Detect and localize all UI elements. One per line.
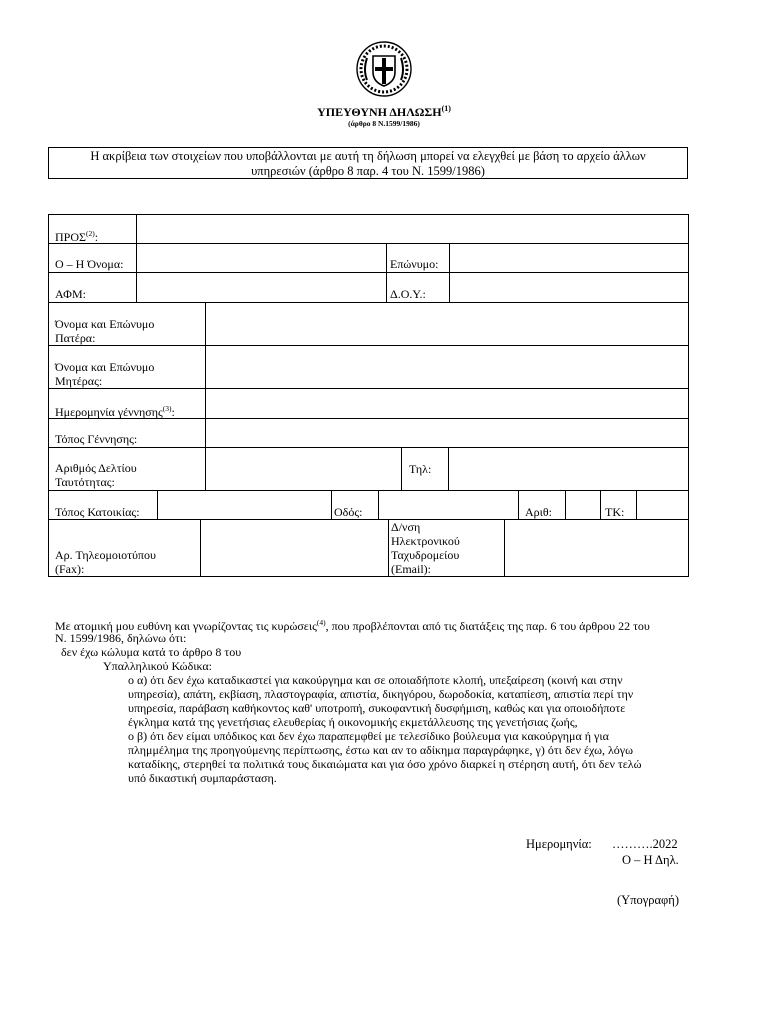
first-name-field[interactable] <box>139 246 383 268</box>
birth-date-field[interactable] <box>209 392 684 414</box>
declaration-line: Ν. 1599/1986, δηλώνω ότι: <box>55 631 187 645</box>
declaration-line: καταδίκης, στερηθεί τα πολιτικά τους δικαιώματα και για όσο χρόνο διαρκεί η στέρηση αυτή, ότι δεν τελώ <box>128 757 642 771</box>
greek-coat-of-arms-icon <box>355 40 413 98</box>
street-label: Οδός: <box>334 505 363 519</box>
birth-date-label: Ημερομηνία γέννησης$^{(3)}$: <box>55 404 175 419</box>
signature-label: (Υπογραφή) <box>617 893 679 907</box>
father-name-field[interactable] <box>209 311 684 333</box>
declaration-line: πλημμέλημα της προηγούμενης περίπτωσης, έστω και αν το αδίκημα παραγράφηκε, γ) ότι δεν έχω, λόγω <box>128 743 634 757</box>
date-label: Ημερομηνία: <box>526 837 592 851</box>
postal-code-label: ΤΚ: <box>605 505 625 519</box>
document-title: ΥΠΕΥΘΥΝΗ ΔΗΛΩΣΗ$^{(1)}$ <box>317 104 451 119</box>
last-name-field[interactable] <box>452 246 684 268</box>
notice-line-1: Η ακρίβεια των στοιχείων που υποβάλλονται με αυτή τη δήλωση μπορεί να ελεγχθεί με βάση το αρχείο άλλων <box>90 149 646 163</box>
residence-label: Τόπος Κατοικίας: <box>55 505 140 519</box>
declaration-line: υπηρεσία, παράβαση καθήκοντος καθ' υποτροπή, συκοφαντική δυσφήμιση, καθώς και για οποιοδήποτε <box>128 701 626 715</box>
mother-name-label: Όνομα και Επώνυμο Μητέρας: <box>55 360 155 388</box>
to-label: ΠΡΟΣ$^{(2)}$: <box>55 229 99 244</box>
date-value: ……….2022 <box>612 837 678 851</box>
id-card-field[interactable] <box>209 457 397 479</box>
email-label: Δ/νση Ηλεκτρονικού Ταχυδρομείου (Email): <box>391 520 460 576</box>
declaration-line: υπό δικαστική συμπαράσταση. <box>128 771 277 785</box>
fax-field[interactable] <box>203 535 385 557</box>
phone-field[interactable] <box>452 457 684 479</box>
declarant-label: Ο – Η Δηλ. <box>622 853 679 867</box>
declaration-line: δεν έχω κώλυμα κατά το άρθρο 8 του <box>61 645 242 659</box>
street-field[interactable] <box>381 494 515 516</box>
declaration-line: Με ατομική μου ευθύνη και γνωρίζοντας τις κυρώσεις$^{(4)}$, που προβλέπονται από τις διατάξεις της παρ. 6 του άρθρου 22 του <box>55 618 650 633</box>
street-number-label: Αριθ: <box>525 505 552 519</box>
accuracy-notice-box <box>48 147 688 179</box>
postal-code-field[interactable] <box>639 494 684 516</box>
document-subtitle: (άρθρο 8 Ν.1599/1986) <box>348 119 420 128</box>
mother-name-field[interactable] <box>209 355 684 377</box>
notice-line-2: υπηρεσιών (άρθρο 8 παρ. 4 του Ν. 1599/1986) <box>251 164 485 178</box>
street-number-field[interactable] <box>568 494 597 516</box>
declaration-form-table <box>48 214 689 577</box>
afm-field[interactable] <box>139 276 383 298</box>
declaration-line: ο α) ότι δεν έχω καταδικαστεί για κακούργημα και σε οποιαδήποτε κλοπή, υπεξαίρεση (κοινή και στην <box>128 673 623 687</box>
birth-place-label: Τόπος Γέννησης: <box>55 432 138 446</box>
declaration-line: ο β) ότι δεν είμαι υπόδικος και δεν έχω παραπεμφθεί με τελεσίδικο βούλευμα για κακούργημα ή για <box>128 729 609 743</box>
email-field[interactable] <box>507 535 684 557</box>
to-field[interactable] <box>139 218 684 240</box>
first-name-label: Ο – Η Όνομα: <box>55 257 124 271</box>
last-name-label: Επώνυμο: <box>390 257 439 271</box>
declaration-line: έγκλημα κατά της γενετήσιας ελευθερίας ή οικονομικής εκμετάλλευσης της γενετήσιας ζωής, <box>128 715 578 729</box>
residence-field[interactable] <box>160 494 328 516</box>
declaration-line: υπηρεσία), απάτη, εκβίαση, πλαστογραφία, απιστία, δικηγόρου, δωροδοκία, καταπίεση, απιστία περί την <box>128 687 634 701</box>
afm-label: ΑΦΜ: <box>55 287 86 301</box>
id-card-label: Αριθμός Δελτίου Ταυτότητας: <box>55 461 137 489</box>
fax-label: Αρ. Τηλεομοιοτύπου (Fax): <box>55 548 156 576</box>
birth-place-field[interactable] <box>209 421 684 443</box>
doy-field[interactable] <box>452 276 684 298</box>
phone-label: Τηλ: <box>409 462 432 476</box>
doy-label: Δ.Ο.Υ.: <box>390 287 426 301</box>
father-name-label: Όνομα και Επώνυμο Πατέρα: <box>55 317 155 345</box>
declaration-line: Υπαλληλικού Κώδικα: <box>103 659 213 673</box>
